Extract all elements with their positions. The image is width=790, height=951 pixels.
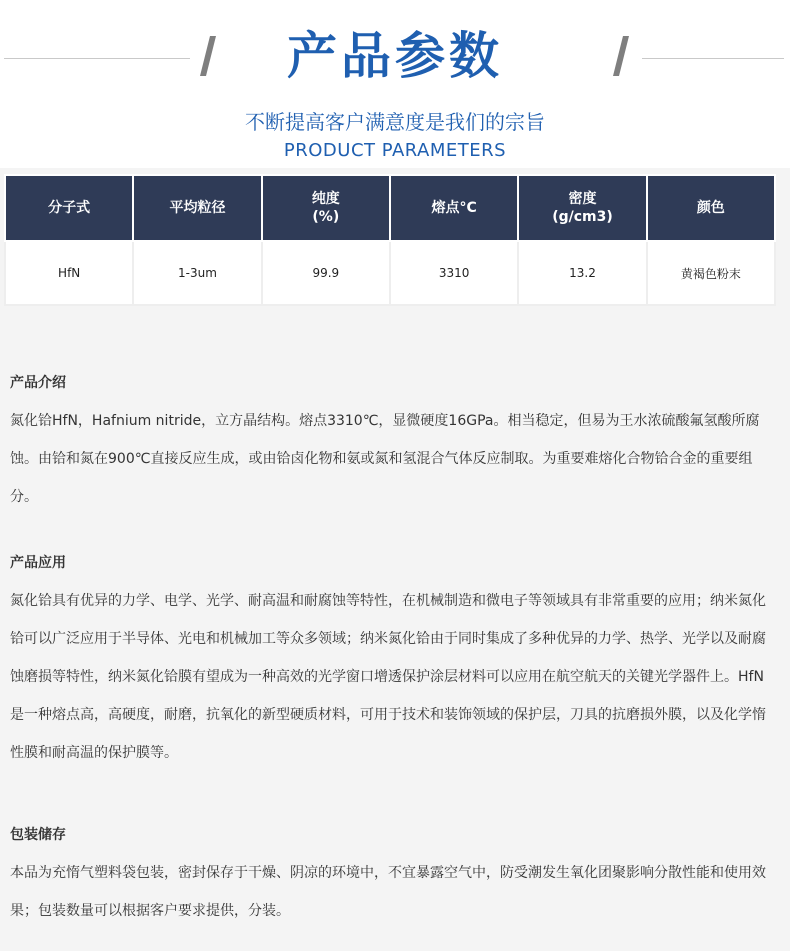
section-body: 氮化铪具有优异的力学、电学、光学、耐高温和耐腐蚀等特性，在机械制造和微电子等领域具有非常重要的应用；纳米氮化铪可以广泛应用于半导体、光电和机械加工等众多领域；纳米氮化铪由于同时集成了多种优异的力学、热学、光学以及耐腐蚀磨损等特性，纳米氮化铪膜有望成为一种高效的光学窗口增透保护涂层材料可以应用在航空航天的关键光学器件上。HfN是一种熔点高，高硬度，耐磨，抗氧化的新型硬质材料，可用于技术和装饰领域的保护层，刀具的抗磨损外膜，以及化学惰性膜和耐高温的保护膜等。 [10,593,766,761]
content-area [0,168,790,951]
cell-purity: 99.9 [262,241,390,305]
section-body: 本品为充惰气塑料袋包装，密封保存于干燥、阴凉的环境中，不宜暴露空气中，防受潮发生氧化团聚影响分散性能和使用效果；包装数量可以根据客户要求提供，分装。 [10,865,766,919]
header-cell-color: 颜色 [647,175,775,241]
cell-density: 13.2 [518,241,646,305]
header [0,0,790,168]
header-cell-particle-size: 平均粒径 [133,175,261,241]
section-title: 包装储存 [10,827,66,843]
table-header-row [5,175,775,241]
cell-particle-size: 1-3um [133,241,261,305]
cell-formula: HfN [5,241,133,305]
section-body: 氮化铪HfN，Hafnium nitride，立方晶结构。熔点3310℃，显微硬度16GPa。相当稳定，但易为王水浓硫酸氟氢酸所腐蚀。由铪和氮在900℃直接反应生成，或由铪卤化物和氨或氮和氢混合气体反应制取。为重要难熔化合物铪合金的重要组分。 [10,413,760,505]
header-cell-purity: 纯度 (%) [262,175,390,241]
table-row [5,241,775,305]
cell-melting-point: 3310 [390,241,518,305]
page-title: 产品参数 [287,27,503,85]
cell-color: 黄褐色粉末 [647,241,775,305]
header-cell-density: 密度 (g/cm3) [518,175,646,241]
header-cell-melting-point: 熔点°C [390,175,518,241]
section-title: 产品介绍 [10,375,66,391]
section-packaging [10,824,770,930]
parameter-table [4,174,776,306]
header-cell-formula: 分子式 [5,175,133,241]
section-title: 产品应用 [10,555,66,571]
subtitle-english: PRODUCT PARAMETERS [283,140,507,161]
section-introduction [10,372,770,516]
subtitle-chinese: 不断提高客户满意度是我们的宗旨 [245,110,545,134]
section-application [10,552,770,772]
divider-right [642,58,784,59]
